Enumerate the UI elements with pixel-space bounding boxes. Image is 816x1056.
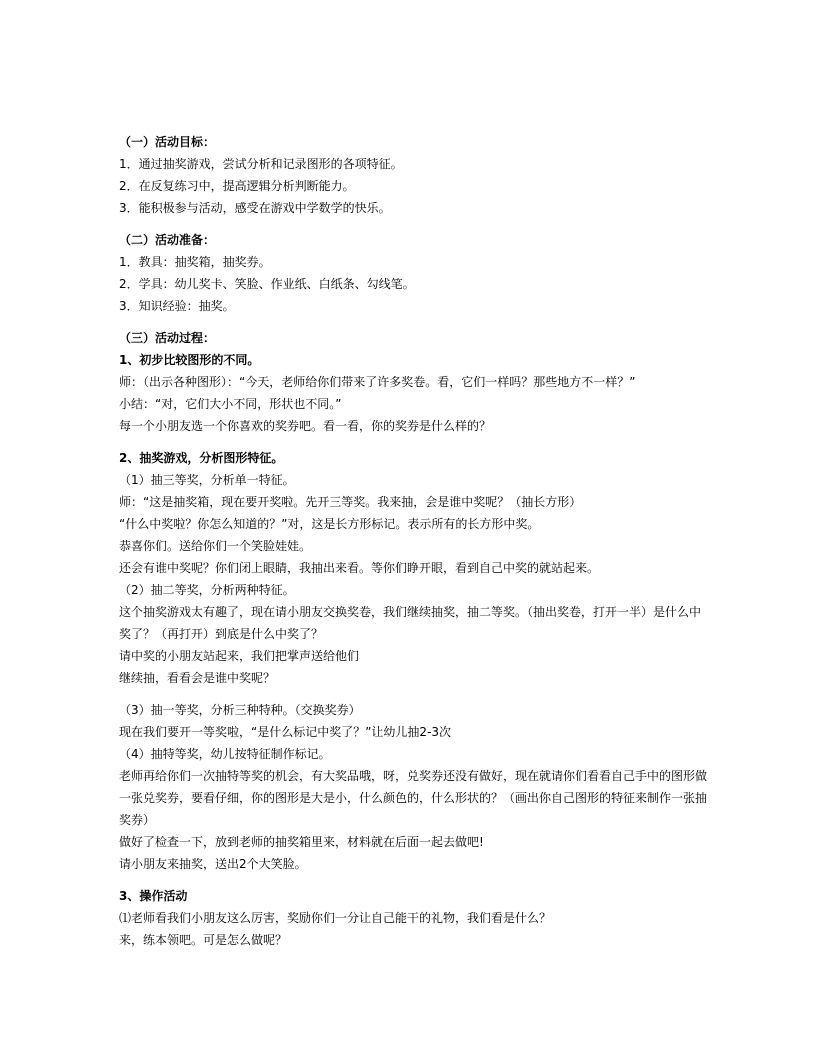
paragraph-line: 来，练本领吧。可是怎么做呢？	[119, 933, 288, 947]
section-activity-preparation	[119, 229, 709, 317]
list-item: 3．知识经验：抽奖。	[119, 299, 235, 313]
paragraph-line: 每一个小朋友选一个你喜欢的奖券吧。看一看，你的奖券是什么样的？	[119, 419, 492, 433]
paragraph-line: （2）抽二等奖，分析两种特征。	[119, 583, 295, 597]
section-activity-process	[119, 327, 709, 437]
list-item: 1．教具：抽奖箱，抽奖券。	[119, 255, 271, 269]
subsection-title: 1、初步比较图形的不同。	[119, 353, 260, 367]
section-heading: （三）活动过程：	[119, 331, 216, 345]
list-item: 2．在反复练习中，提高逻辑分析判断能力。	[119, 179, 355, 193]
section-heading: （一）活动目标：	[119, 135, 216, 149]
paragraph-line: 师：“这是抽奖箱，现在要开奖啦。先开三等奖。我来抽，会是谁中奖呢？（抽长方形）	[119, 495, 582, 509]
paragraph-line: 恭喜你们。送给你们一个笑脸娃娃。	[119, 539, 312, 553]
paragraph-line: 这个抽奖游戏太有趣了，现在请小朋友交换奖卷，我们继续抽奖，抽二等奖。（抽出奖卷，打开一半）是什么中奖了？（再打开）到底是什么中奖了？	[119, 605, 702, 641]
paragraph-line: 继续抽，看看会是谁中奖呢？	[119, 671, 276, 685]
document-body	[119, 131, 709, 951]
paragraph-line: ⑴老师看我们小朋友这么厉害，奖励你们一分让自己能干的礼物，我们看是什么？	[119, 911, 552, 925]
list-item: 1．通过抽奖游戏，尝试分析和记录图形的各项特征。	[119, 157, 403, 171]
subsection-lottery-game	[119, 447, 709, 689]
section-heading: （二）活动准备：	[119, 233, 216, 247]
paragraph-line: 现在我们要开一等奖啦，“是什么标记中奖了？”让幼儿抽2-3次	[119, 725, 452, 739]
paragraph-line: “什么中奖啦？你怎么知道的？”对，这是长方形标记。表示所有的长方形中奖。	[119, 517, 540, 531]
paragraph-line: 请小朋友来抽奖，送出2个大笑脸。	[119, 857, 307, 871]
paragraph-line: 还会有谁中奖呢？你们闭上眼睛，我抽出来看。等你们睁开眼，看到自己中奖的就站起来。	[119, 561, 600, 575]
paragraph-line: （4）抽特等奖，幼儿按特征制作标记。	[119, 747, 331, 761]
subsection-title: 2、抽奖游戏，分析图形特征。	[119, 451, 284, 465]
paragraph-line: 老师再给你们一次抽特等奖的机会，有大奖品哦，呀，兑奖券还没有做好，现在就请你们看看自己手中的图形做一张兑奖券，要看仔细，你的图形是大是小，什么颜色的，什么形状的？（画出你自己图形的特征来制作一张抽奖券）	[119, 769, 708, 827]
subsection-hands-on-activity	[119, 885, 709, 951]
paragraph-line: 做好了检查一下，放到老师的抽奖箱里来，材料就在后面一起去做吧!	[119, 835, 484, 849]
subsection-lottery-game-continued	[119, 699, 709, 875]
paragraph-line: 请中奖的小朋友站起来，我们把掌声送给他们	[119, 649, 360, 663]
list-item: 2．学具：幼儿奖卡、笑脸、作业纸、白纸条、勾线笔。	[119, 277, 415, 291]
list-item: 3．能积极参与活动，感受在游戏中学数学的快乐。	[119, 201, 391, 215]
paragraph-line: （1）抽三等奖，分析单一特征。	[119, 473, 295, 487]
paragraph-line: （3）抽一等奖，分析三种特种。（交换奖券）	[119, 703, 361, 717]
paragraph-line: 小结：“对，它们大小不同，形状也不同。”	[119, 397, 342, 411]
subsection-title: 3、操作活动	[119, 889, 188, 903]
paragraph-line: 师：（出示各种图形）：“今天，老师给你们带来了许多奖卷。看，它们一样吗？那些地方不一样？”	[119, 375, 636, 389]
section-activity-goals	[119, 131, 709, 219]
